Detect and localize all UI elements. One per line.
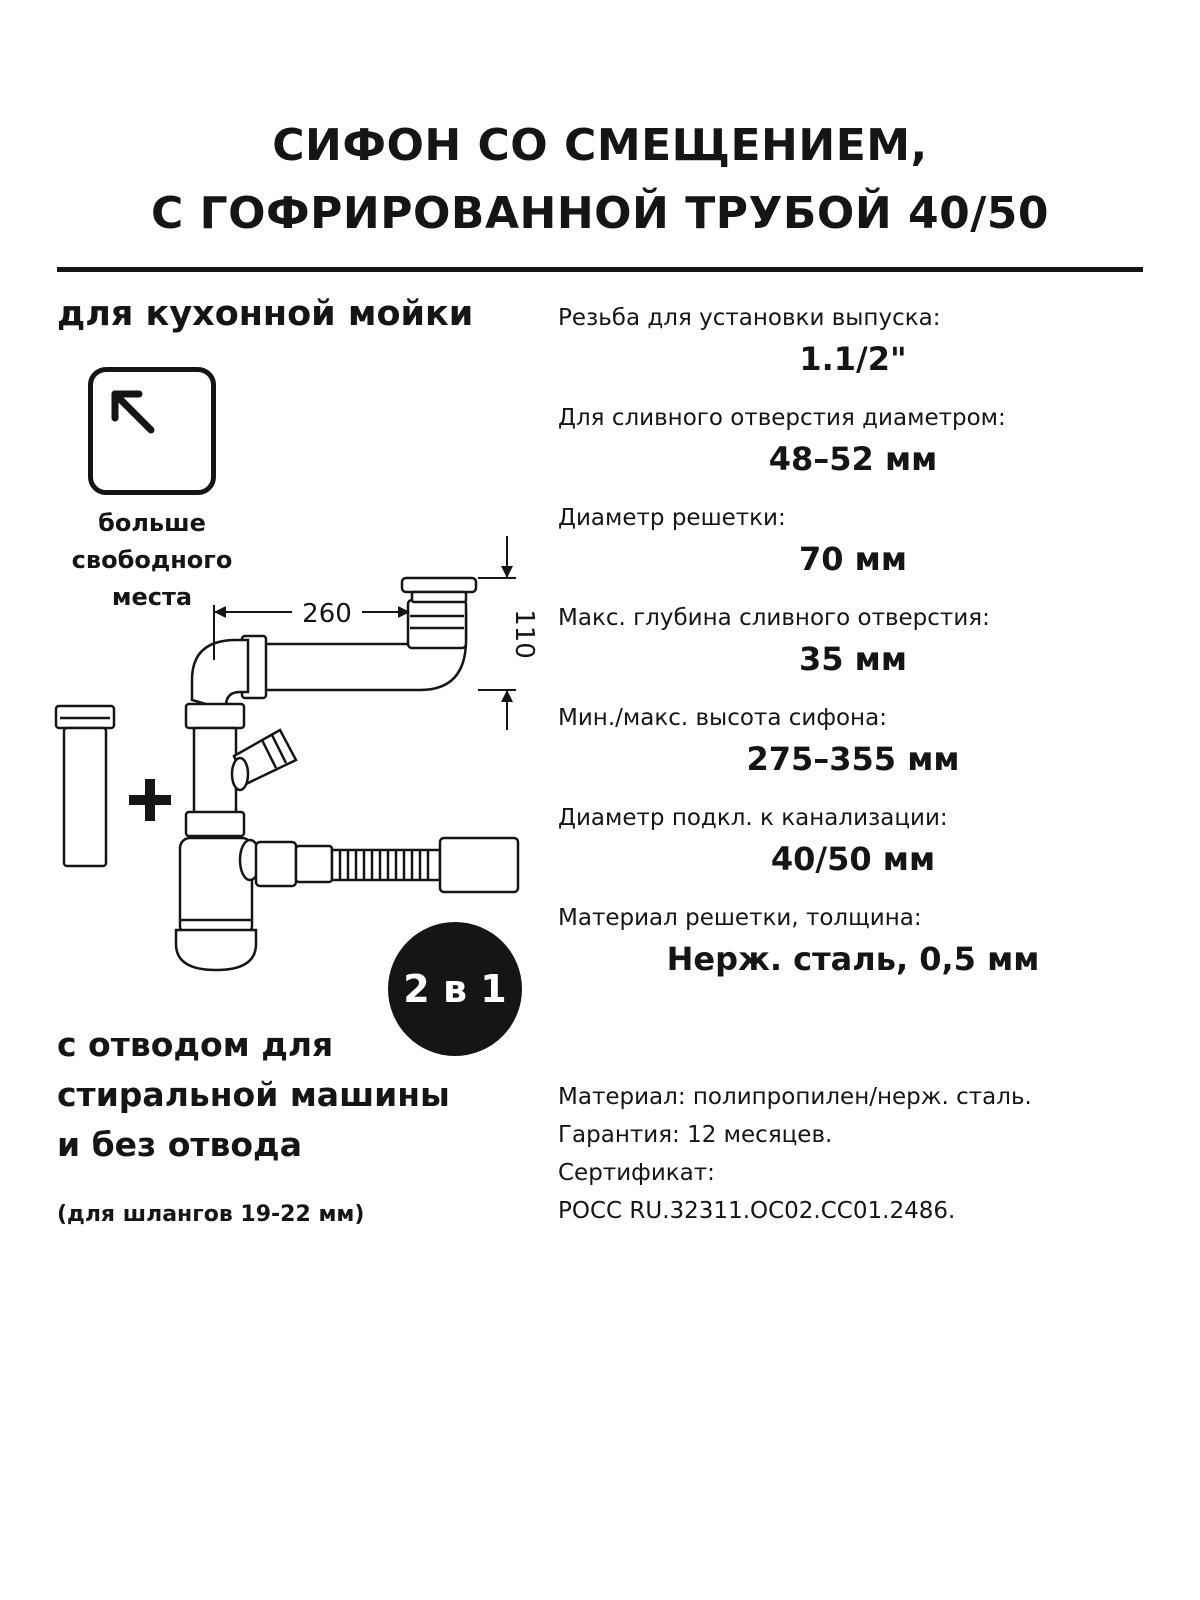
features-text xyxy=(57,1020,450,1170)
two-in-one-badge: 2 в 1 xyxy=(388,922,522,1056)
spec-value: 40/50 мм xyxy=(770,840,936,878)
title-line-2: С ГОФРИРОВАННОЙ ТРУБОЙ 40/50 xyxy=(151,188,1049,239)
product-info xyxy=(558,1078,1032,1230)
extension-pipe xyxy=(56,706,114,866)
feature-line-1: с отводом для xyxy=(57,1025,334,1064)
free-space-line-3: места xyxy=(111,583,193,611)
specifications xyxy=(558,300,1158,1000)
title-line-1: СИФОН СО СМЕЩЕНИЕМ, xyxy=(272,120,928,171)
spec-value: 1.1/2" xyxy=(799,340,907,378)
washing-machine-branch xyxy=(232,730,296,790)
corrugated-outlet xyxy=(256,838,518,892)
certificate-number: РОСС RU.32311.ОС02.СС01.2486. xyxy=(558,1198,956,1224)
dimension-110 xyxy=(478,536,539,730)
usage-heading: для кухонной мойки xyxy=(57,294,474,334)
hose-note: (для шлангов 19-22 мм) xyxy=(57,1202,365,1227)
free-space-line-2: свободного xyxy=(71,546,233,574)
siphon-diagram xyxy=(0,0,560,1010)
spec-label: Материал решетки, толщина: xyxy=(558,905,922,931)
feature-line-3: и без отвода xyxy=(57,1125,302,1164)
elbow xyxy=(192,640,248,710)
material-line: Материал: полипропилен/нерж. сталь. xyxy=(558,1084,1032,1110)
spec-label: Диаметр решетки: xyxy=(558,505,786,531)
dimension-260-label: 260 xyxy=(302,599,352,629)
spec-value: 70 мм xyxy=(799,540,907,578)
spec-label: Диаметр подкл. к канализации: xyxy=(558,805,948,831)
offset-pipe xyxy=(242,600,466,698)
spec-label: Мин./макс. высота сифона: xyxy=(558,705,887,731)
warranty-line: Гарантия: 12 месяцев. xyxy=(558,1122,833,1148)
spec-value: 48–52 мм xyxy=(768,440,938,478)
spec-label: Резьба для установки выпуска: xyxy=(558,305,941,331)
bottle-trap xyxy=(176,838,260,970)
strainer xyxy=(402,578,476,602)
feature-line-2: стиральной машины xyxy=(57,1075,450,1114)
spec-value: 35 мм xyxy=(799,640,907,678)
spec-value: Нерж. сталь, 0,5 мм xyxy=(666,940,1040,978)
spec-label: Для сливного отверстия диаметром: xyxy=(558,405,1006,431)
spec-label: Макс. глубина сливного отверстия: xyxy=(558,605,990,631)
free-space-line-1: больше xyxy=(98,509,206,537)
spec-value: 275–355 мм xyxy=(746,740,960,778)
dimension-110-label: 110 xyxy=(509,609,539,659)
plus-icon xyxy=(129,779,171,821)
certificate-label: Сертификат: xyxy=(558,1160,715,1186)
